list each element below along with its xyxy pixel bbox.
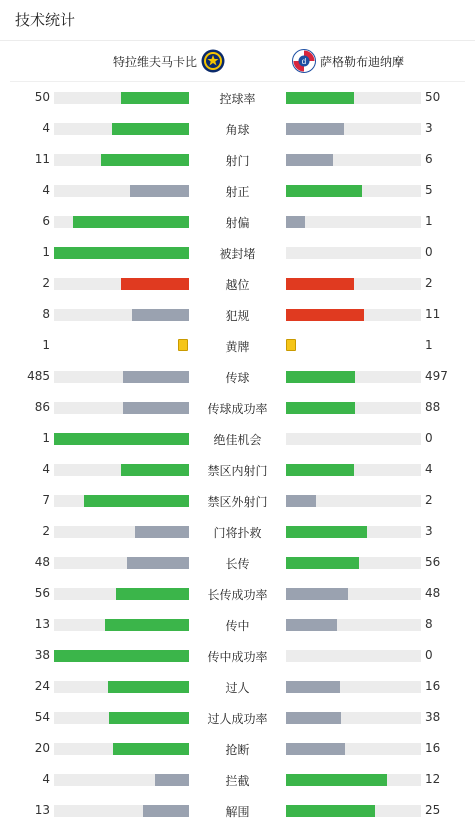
away-bar-fill [286,371,355,383]
home-bar-fill [84,495,189,507]
stat-row [0,671,475,702]
home-value: 11 [34,152,50,166]
home-bar-track [54,464,189,476]
away-bar-track [286,712,421,724]
home-bar-fill [130,185,189,197]
stat-row [0,609,475,640]
home-bar-fill [132,309,189,321]
home-bar-track [54,154,189,166]
away-bar-track [286,247,421,259]
home-bar-track [54,619,189,631]
stat-label: 解围 [225,805,250,819]
stat-label: 角球 [225,123,250,137]
away-bar-fill [286,185,362,197]
away-bar-track [286,743,421,755]
home-value: 38 [34,648,50,662]
svg-text:d: d [301,57,307,66]
away-value: 16 [425,679,441,693]
home-bar-track [54,402,189,414]
stat-label: 拦截 [225,774,250,788]
dinamo-zagreb-crest-icon [292,49,316,73]
stat-label: 过人 [225,681,250,695]
away-value: 25 [425,803,441,817]
stat-row [0,299,475,330]
home-bar-track [54,557,189,569]
home-value: 7 [42,493,50,507]
home-bar-fill [155,774,189,786]
home-value: 56 [34,586,50,600]
stat-label: 传球成功率 [207,402,268,416]
stat-row [0,268,475,299]
home-bar-fill [54,650,189,662]
away-value: 56 [425,555,441,569]
stat-label: 射偏 [225,216,250,230]
away-bar-track [286,278,421,290]
home-bar-fill [105,619,189,631]
stat-row [0,82,475,113]
home-value: 48 [34,555,50,569]
away-bar-fill [286,526,367,538]
away-value: 0 [425,648,433,662]
stat-label: 传中成功率 [207,650,268,664]
home-bar-track [54,216,189,228]
away-value: 50 [425,90,441,104]
home-bar-fill [123,371,189,383]
away-bar-fill [286,619,337,631]
stat-label: 传中 [225,619,250,633]
stat-label: 传球 [225,371,250,385]
stat-label: 黄牌 [225,340,250,354]
home-bar-track [54,712,189,724]
home-bar-fill [109,712,189,724]
stat-row [0,795,475,826]
home-bar-track [54,495,189,507]
home-value: 54 [34,710,50,724]
away-bar-fill [286,588,348,600]
home-value: 20 [34,741,50,755]
home-bar-fill [143,805,189,817]
away-bar-fill [286,278,354,290]
away-bar-fill [286,464,354,476]
home-bar-fill [108,681,189,693]
stats-table [0,82,475,826]
away-bar-track [286,650,421,662]
away-value: 0 [425,431,433,445]
page-title: 技术统计 [0,0,475,41]
away-value: 88 [425,400,441,414]
home-bar-track [54,278,189,290]
home-value: 2 [42,524,50,538]
away-value: 1 [425,214,433,228]
stat-row [0,392,475,423]
home-bar-track [54,743,189,755]
away-value: 0 [425,245,433,259]
stat-label: 越位 [225,278,250,292]
home-bar-fill [54,433,189,445]
away-bar-track [286,123,421,135]
away-bar-track [286,805,421,817]
stat-label: 长传成功率 [207,588,268,602]
away-bar-fill [286,743,345,755]
away-value: 48 [425,586,441,600]
away-bar-fill [286,557,359,569]
home-bar-track [54,805,189,817]
stat-row [0,485,475,516]
away-bar-track [286,495,421,507]
stat-row [0,454,475,485]
away-bar-fill [286,123,344,135]
away-value: 6 [425,152,433,166]
away-bar-track [286,588,421,600]
home-bar-track [54,309,189,321]
away-bar-track [286,464,421,476]
stat-row [0,640,475,671]
stat-row [0,516,475,547]
away-value: 5 [425,183,433,197]
home-value: 485 [27,369,50,383]
away-bar-fill [286,154,333,166]
away-bar-fill [286,774,387,786]
home-bar-fill [112,123,189,135]
stat-label: 控球率 [219,92,256,106]
stat-row [0,423,475,454]
away-bar-track [286,92,421,104]
home-value: 2 [42,276,50,290]
home-value: 13 [34,803,50,817]
home-bar-fill [101,154,189,166]
home-value: 13 [34,617,50,631]
teams-header [10,41,465,82]
away-bar-track [286,774,421,786]
home-bar-fill [123,402,189,414]
away-bar-fill [286,495,316,507]
away-bar-fill [286,681,340,693]
home-bar-fill [113,743,189,755]
away-team-name: 萨格勒布迪纳摩 [320,54,405,69]
home-bar-fill [121,464,189,476]
home-bar-fill [127,557,189,569]
away-bar-track [286,216,421,228]
home-bar-track [54,526,189,538]
away-value: 3 [425,524,433,538]
away-bar-fill [286,309,364,321]
home-bar-fill [121,92,189,104]
away-bar-fill [286,712,341,724]
home-value: 24 [34,679,50,693]
stat-row [0,113,475,144]
away-value: 3 [425,121,433,135]
home-bar-track [54,774,189,786]
away-bar-fill [286,402,355,414]
away-bar-track [286,402,421,414]
away-team[interactable] [292,49,404,73]
home-value: 4 [42,772,50,786]
away-bar-track [286,526,421,538]
away-value: 2 [425,493,433,507]
stat-row [0,237,475,268]
home-bar-fill [121,278,189,290]
stat-row [0,702,475,733]
away-value: 1 [425,338,433,352]
stat-label: 抢断 [225,743,250,757]
away-value: 16 [425,741,441,755]
stat-label: 长传 [225,557,250,571]
home-bar-track [54,371,189,383]
home-value: 4 [42,121,50,135]
home-value: 8 [42,307,50,321]
away-value: 11 [425,307,441,321]
home-bar-track [54,247,189,259]
home-team-name: 特拉维夫马卡比 [112,54,197,69]
away-value: 12 [425,772,441,786]
stat-label: 绝佳机会 [213,433,262,447]
away-bar-fill [286,216,305,228]
home-value: 6 [42,214,50,228]
away-value: 38 [425,710,441,724]
away-bar-track [286,154,421,166]
stat-label: 射正 [225,185,250,199]
stat-row [0,547,475,578]
home-bar-track [54,650,189,662]
away-bar-track [286,185,421,197]
stat-row [0,578,475,609]
home-bar-fill [54,247,189,259]
stat-label: 犯规 [225,309,250,323]
stat-label: 被封堵 [219,247,256,261]
stat-row [0,144,475,175]
stat-label: 过人成功率 [207,712,268,726]
away-bar-fill [286,805,375,817]
home-bar-track [54,123,189,135]
away-bar-track [286,619,421,631]
stat-row [0,733,475,764]
maccabi-tel-aviv-crest-icon [201,49,225,73]
stat-row [0,206,475,237]
home-value: 4 [42,462,50,476]
stat-label: 禁区外射门 [207,495,268,509]
home-bar-fill [73,216,189,228]
away-bar-track [286,309,421,321]
stat-row [0,361,475,392]
home-bar-track [54,433,189,445]
stat-label: 禁区内射门 [207,464,268,478]
home-value: 50 [34,90,50,104]
home-bar-fill [135,526,189,538]
home-value: 86 [34,400,50,414]
home-value: 1 [42,338,50,352]
stat-label: 射门 [225,154,250,168]
away-bar-fill [286,92,354,104]
home-bar-track [54,681,189,693]
home-value: 4 [42,183,50,197]
yellow-card-icon [286,339,296,351]
away-value: 497 [425,369,448,383]
away-bar-track [286,371,421,383]
stat-row [0,330,475,361]
home-team[interactable] [113,49,225,73]
home-bar-track [54,185,189,197]
stat-row [0,764,475,795]
away-bar-track [286,557,421,569]
yellow-card-icon [178,339,188,351]
away-value: 4 [425,462,433,476]
stat-row [0,175,475,206]
home-value: 1 [42,245,50,259]
home-bar-fill [116,588,189,600]
away-value: 2 [425,276,433,290]
stat-label: 门将扑救 [213,526,262,540]
away-bar-track [286,681,421,693]
home-bar-track [54,92,189,104]
away-bar-track [286,433,421,445]
home-bar-track [54,588,189,600]
away-value: 8 [425,617,433,631]
home-value: 1 [42,431,50,445]
